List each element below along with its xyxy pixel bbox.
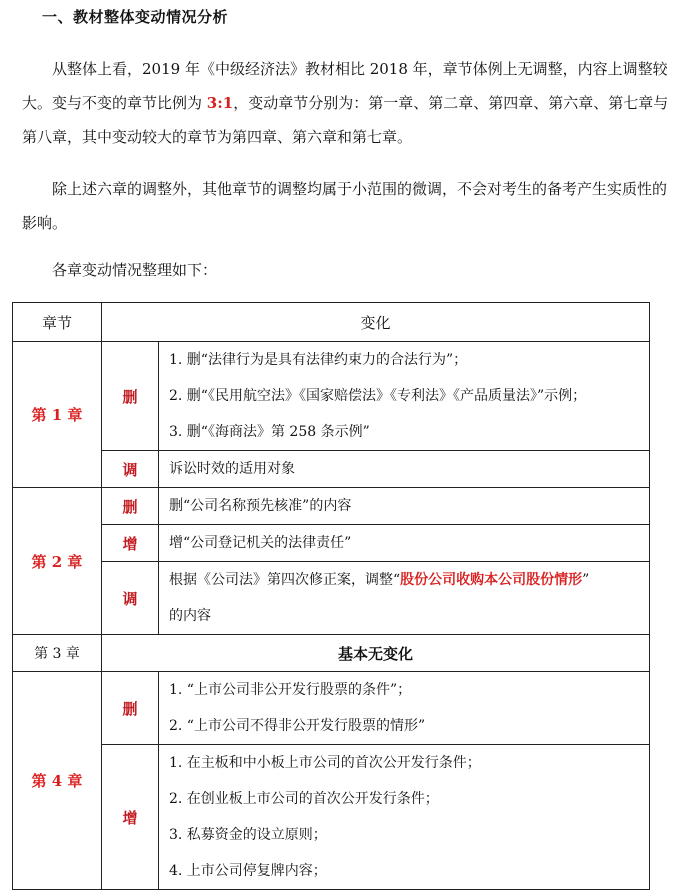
ch1-adjust-content — [159, 451, 650, 488]
ch2-adjust-before: 根据《公司法》第四次修正案，调整“ — [169, 572, 401, 588]
table-row — [13, 635, 650, 672]
list-item — [169, 562, 649, 598]
minor-change-paragraph: 除上述六章的调整外，其他章节的调整均属于小范围的微调，不会对考生的备考产生实质性的影响。 — [22, 180, 668, 232]
header-chapter: 章节 — [13, 303, 102, 342]
intro-text-after: ，变动章节分别为：第一章、第二章、第四章、第六章、第七章与第八章，其中变动较大的章节为第四章、第六章和第七章。 — [22, 94, 669, 146]
change-ratio: 3:1 — [206, 94, 234, 112]
ch1-delete-content — [159, 342, 650, 451]
ch4-delete-content — [159, 672, 650, 745]
list-item: 3. 删“《海商法》第 258 条示例” — [169, 424, 370, 440]
header-change: 变化 — [102, 303, 650, 342]
table-row — [13, 745, 650, 890]
ch3-content: 基本无变化 — [102, 635, 650, 672]
list-item: 1. 删“法律行为是具有法律约束力的合法行为”； — [169, 352, 468, 368]
table-row — [13, 488, 650, 525]
ch4-add-label: 增 — [102, 745, 159, 890]
list-item: 诉讼时效的适用对象 — [169, 461, 295, 477]
ch2-adjust-after: ” — [582, 572, 590, 588]
ch1-adjust-label: 调 — [102, 451, 159, 488]
list-item: 增“公司登记机关的法律责任” — [169, 535, 352, 551]
ch2-delete-label: 删 — [102, 488, 159, 525]
chapter-1-label: 第 1 章 — [13, 342, 102, 488]
list-item: 2. 删“《民用航空法》《国家赔偿法》《专利法》《产品质量法》”示例； — [169, 388, 587, 404]
table-header-row — [13, 303, 650, 342]
list-item: 1. “上市公司非公开发行股票的条件”； — [169, 682, 412, 698]
list-item: 2. “上市公司不得非公开发行股票的情形” — [169, 718, 426, 734]
list-item: 4. 上市公司停复牌内容； — [169, 863, 327, 879]
ch2-delete-content — [159, 488, 650, 525]
list-item: 删“公司名称预先核准”的内容 — [169, 498, 352, 514]
list-item: 1. 在主板和中小板上市公司的首次公开发行条件； — [169, 755, 481, 771]
section-heading: 一、教材整体变动情况分析 — [42, 8, 229, 26]
list-item: 的内容 — [169, 608, 211, 624]
intro-text-before: 从整体上看，2019 年《中级经济法》教材相比 2018 年，章节体例上无调整，内容上调整较大。变与不变的章节比例为 — [22, 60, 668, 112]
table-row — [13, 562, 650, 635]
list-item: 2. 在创业板上市公司的首次公开发行条件； — [169, 791, 439, 807]
chapter-3-label: 第 3 章 — [13, 635, 102, 672]
chapter-2-label: 第 2 章 — [13, 488, 102, 635]
chapter-change-table — [12, 302, 650, 890]
table-intro: 各章变动情况整理如下： — [52, 261, 218, 279]
ch2-add-content — [159, 525, 650, 562]
list-item: 3. 私募资金的设立原则； — [169, 827, 327, 843]
chapter-4-label: 第 4 章 — [13, 672, 102, 890]
table-row — [13, 342, 650, 451]
table-row — [13, 451, 650, 488]
ch2-add-label: 增 — [102, 525, 159, 562]
ch2-adjust-label: 调 — [102, 562, 159, 635]
table-row — [13, 672, 650, 745]
ch1-delete-label: 删 — [102, 342, 159, 451]
ch2-adjust-emphasis: 股份公司收购本公司股份情形 — [400, 572, 583, 588]
ch4-delete-label: 删 — [102, 672, 159, 745]
ch4-add-content — [159, 745, 650, 890]
intro-paragraph — [22, 52, 672, 154]
ch2-adjust-content — [159, 562, 650, 635]
table-row — [13, 525, 650, 562]
